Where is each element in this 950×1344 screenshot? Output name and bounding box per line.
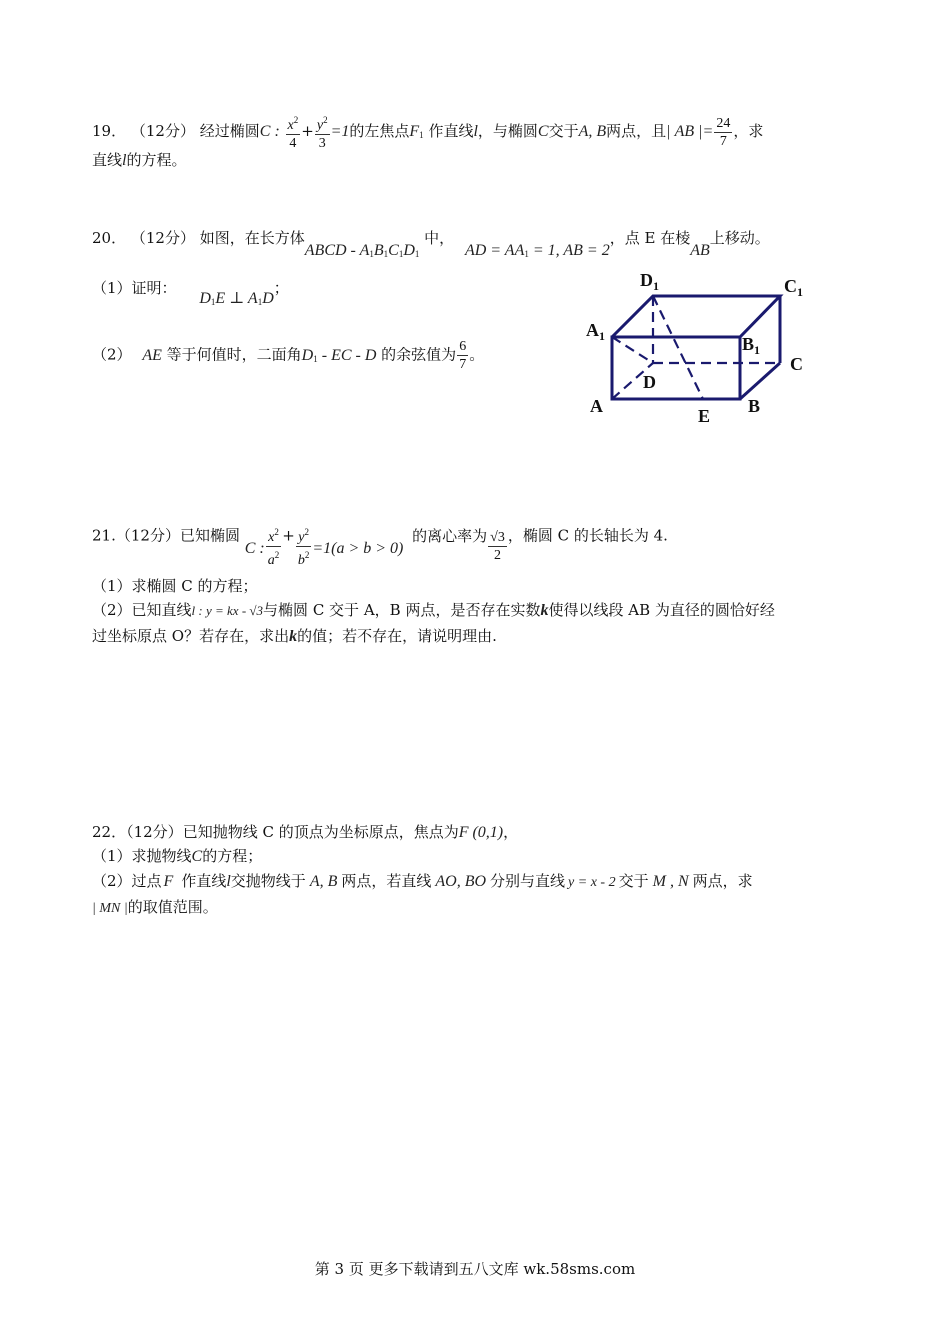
- q21-number: 21.: [92, 526, 116, 545]
- prism-figure: [580, 262, 820, 432]
- label-C: C: [790, 354, 803, 374]
- q22-part2-line2: | MN |的取值范围。: [92, 898, 218, 916]
- q19-frac-x: $\frac{x^2}{4}$: [286, 112, 301, 152]
- q19-number: 19．: [92, 122, 127, 140]
- q22-line1: 22．（12分）已知抛物线 C 的顶点为坐标原点，焦点为F (0,1)，: [92, 823, 519, 841]
- q20-part2: （2） AE 等于何值时，二面角$D_1$ - EC - D 的余弦值为 $\frac{6}{7}$ 。: [92, 339, 485, 372]
- q20-number: 20．: [92, 229, 127, 247]
- q22-part1: （1）求抛物线C的方程；: [92, 847, 263, 865]
- q20-score: （12分）: [130, 229, 195, 247]
- q19-score: （12分）: [130, 122, 195, 140]
- q21-line1: 21.（12分）已知椭圆 C : $\frac{x^2}{a^2}$ + $\frac{y^2}{b^2}$ =1(a > b > 0) 的离心率为 $\frac{√3}{2}$ ，椭圆 C 的长轴长为 4.: [92, 514, 668, 559]
- q22-part2-line1: （2）过点 F 作直线l交抛物线于 A, B 两点，若直线 AO, BO 分别与直线 y = x - 2 交于 M , N 两点，求: [92, 872, 753, 890]
- label-C1: $C_1$: [784, 276, 803, 299]
- q22-number: 22．: [92, 823, 127, 841]
- q20-frac-cos: $\frac{6}{7}$: [459, 339, 467, 372]
- q19-frac-y: $\frac{y^2}{3}$: [315, 112, 330, 152]
- page-footer: 第 3 页 更多下载请到五八文库 wk.58sms.com: [314, 1260, 636, 1278]
- q19-frac-ab: $\frac{24}{7}$: [716, 115, 731, 149]
- label-A1: $A_1$: [586, 320, 605, 343]
- label-A: A: [590, 396, 603, 416]
- q22-score: （12分）: [126, 823, 183, 841]
- label-B1: $B_1$: [742, 334, 761, 357]
- q21-part2-line2: 过坐标原点 O？若存在，求出k的值；若不存在，请说明理由.: [92, 627, 497, 645]
- label-E: E: [698, 406, 711, 426]
- q19-line2: 直线l的方程。: [92, 151, 187, 169]
- q21-part1: （1）求椭圆 C 的方程；: [92, 577, 258, 595]
- q21-score: （12分）: [115, 526, 180, 545]
- q19-line1: 19． （12分） 经过椭圆C : $\frac{x^2}{4}$ + $\frac{y^2}{3}$ =1的左焦点$F_1$ 作直线l，与椭圆C交于A, B两点，且| AB |= $\frac{24}{7}$ ，求: [92, 112, 763, 152]
- label-B: B: [748, 396, 761, 416]
- q21-part2-line1: （2）已知直线l : y = kx - √3与椭圆 C 交于 A，B 两点，是否存在实数k使得以线段 AB 为直径的圆恰好经: [92, 601, 775, 619]
- q20-line1: 20． （12分） 如图，在长方体ABCD - $A_1B_1C_1D_1$ 中， AD = $AA_1 = 1$, AB = 2，点 E 在棱AB上移动。: [92, 229, 770, 259]
- label-D1: $D_1$: [640, 270, 659, 293]
- label-D: D: [643, 372, 656, 392]
- q20-part1: （1）证明： $D_1E$ ⊥ $A_1D$；: [92, 279, 289, 307]
